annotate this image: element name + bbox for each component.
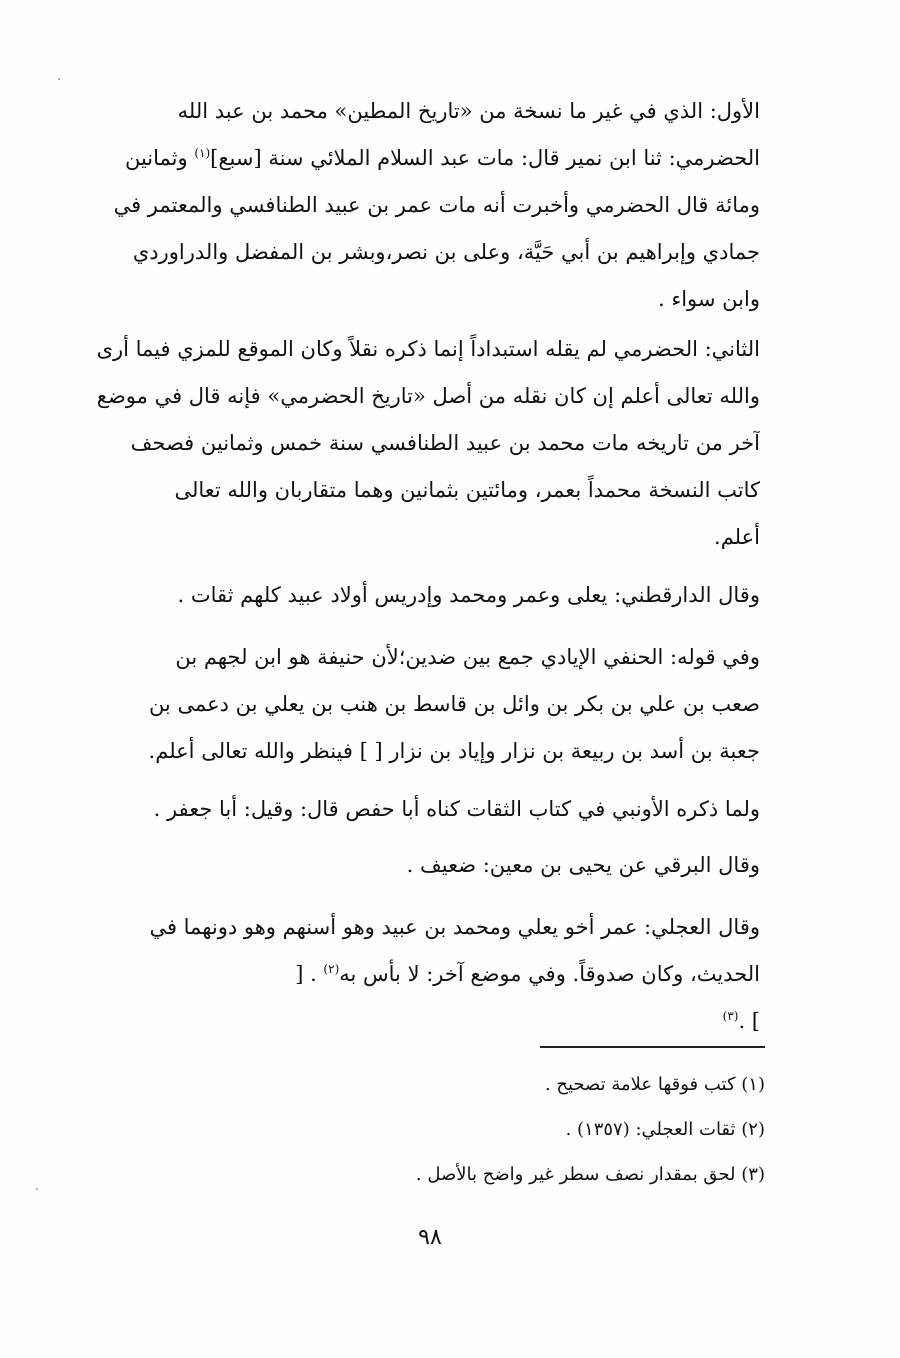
text-line: ولما ذكره الأونبي في كتاب الثقات كناه أبا حفص قال: وقيل: أبا جعفر . — [153, 797, 760, 821]
text-line: وقال العجلي: عمر أخو يعلي ومحمد بن عبيد وهو أسنهم وهو دونهما في — [149, 915, 760, 939]
text-line: وفي قوله: الحنفي الإيادي جمع بين ضدين؛لأن حنيفة هو ابن لجهم بن — [175, 645, 760, 669]
text-fragment: الحضرمي: ثنا ابن نمير قال: مات عبد السلام الملائي سنة [سبع] — [210, 146, 760, 170]
text-line: آخر من تاريخه مات محمد بن عبيد الطنافسي سنة خمس وثمانين فصحف — [130, 431, 760, 455]
text-line: كاتب النسخة محمداً بعمر، ومائتين بثمانين وهما متقاربان والله تعالى — [174, 478, 760, 502]
text-line: الثاني: الحضرمي لم يقله استبداداً إنما ذكره نقلاً وكان الموقع للمزي فيما أرى — [96, 337, 760, 361]
text-fragment: وثمانين — [124, 146, 195, 170]
paragraph-4 — [60, 634, 760, 775]
text-line: والله تعالى أعلم إن كان نقله من أصل «تاريخ الحضرمي» فإنه قال في موضع — [96, 384, 760, 408]
footnote-1: (١) كتب فوقها علامة تصحيح . — [544, 1074, 765, 1095]
scan-speck — [58, 78, 60, 80]
footnote-2: (٢) ثقات العجلي: (١٣٥٧) . — [565, 1119, 765, 1140]
text-fragment: الحديث، وكان صدوقاً. وفي موضع آخر: لا بأس به — [339, 962, 760, 986]
text-line: جمادي وإبراهيم بن أبي حَيَّة، وعلى بن نصر،وبشر بن المفضل والدراوردي — [132, 240, 760, 264]
text-line: ومائة قال الحضرمي وأخبرت أنه مات عمر بن عبيد الطنافسي والمعتمر في — [113, 193, 760, 217]
footnote-reference: (٣) — [722, 1009, 739, 1023]
text-line — [60, 951, 760, 998]
footnote-reference: (١) — [194, 146, 211, 160]
text-line: وقال الدارقطني: يعلى وعمر ومحمد وإدريس أولاد عبيد كلهم ثقات . — [177, 583, 760, 607]
text-line — [60, 998, 760, 1045]
footnotes — [300, 1062, 765, 1197]
text-line: صعب بن علي بن بكر بن وائل بن قاسط بن هنب بن يعلي بن دعمى بن — [148, 692, 760, 716]
text-fragment: ] . — [738, 1009, 760, 1033]
scan-speck — [36, 1188, 38, 1190]
footnote-reference: (٢) — [323, 962, 340, 976]
paragraph-5 — [60, 786, 760, 833]
text-line — [60, 135, 760, 182]
text-line: وقال البرقي عن يحيى بن معين: ضعيف . — [406, 853, 760, 877]
paragraph-7 — [60, 904, 760, 1045]
text-line: الأول: الذي في غير ما نسخة من «تاريخ المطين» محمد بن عبد الله — [177, 99, 760, 123]
paragraph-1 — [60, 88, 760, 323]
paragraph-3 — [60, 572, 760, 619]
text-line: وابن سواء . — [658, 287, 760, 311]
footnote-separator — [540, 1046, 765, 1048]
text-line: أعلم. — [714, 525, 760, 549]
paragraph-2 — [60, 326, 760, 561]
text-fragment: . [ — [295, 962, 324, 986]
footnote-3: (٣) لحق بمقدار نصف سطر غير واضح بالأصل . — [415, 1164, 765, 1185]
text-line: جعبة بن أسد بن ربيعة بن نزار وإياد بن نزار [ ] فينظر والله تعالى أعلم. — [148, 739, 760, 763]
paragraph-6 — [60, 842, 760, 889]
page-number: ٩٨ — [418, 1225, 442, 1250]
